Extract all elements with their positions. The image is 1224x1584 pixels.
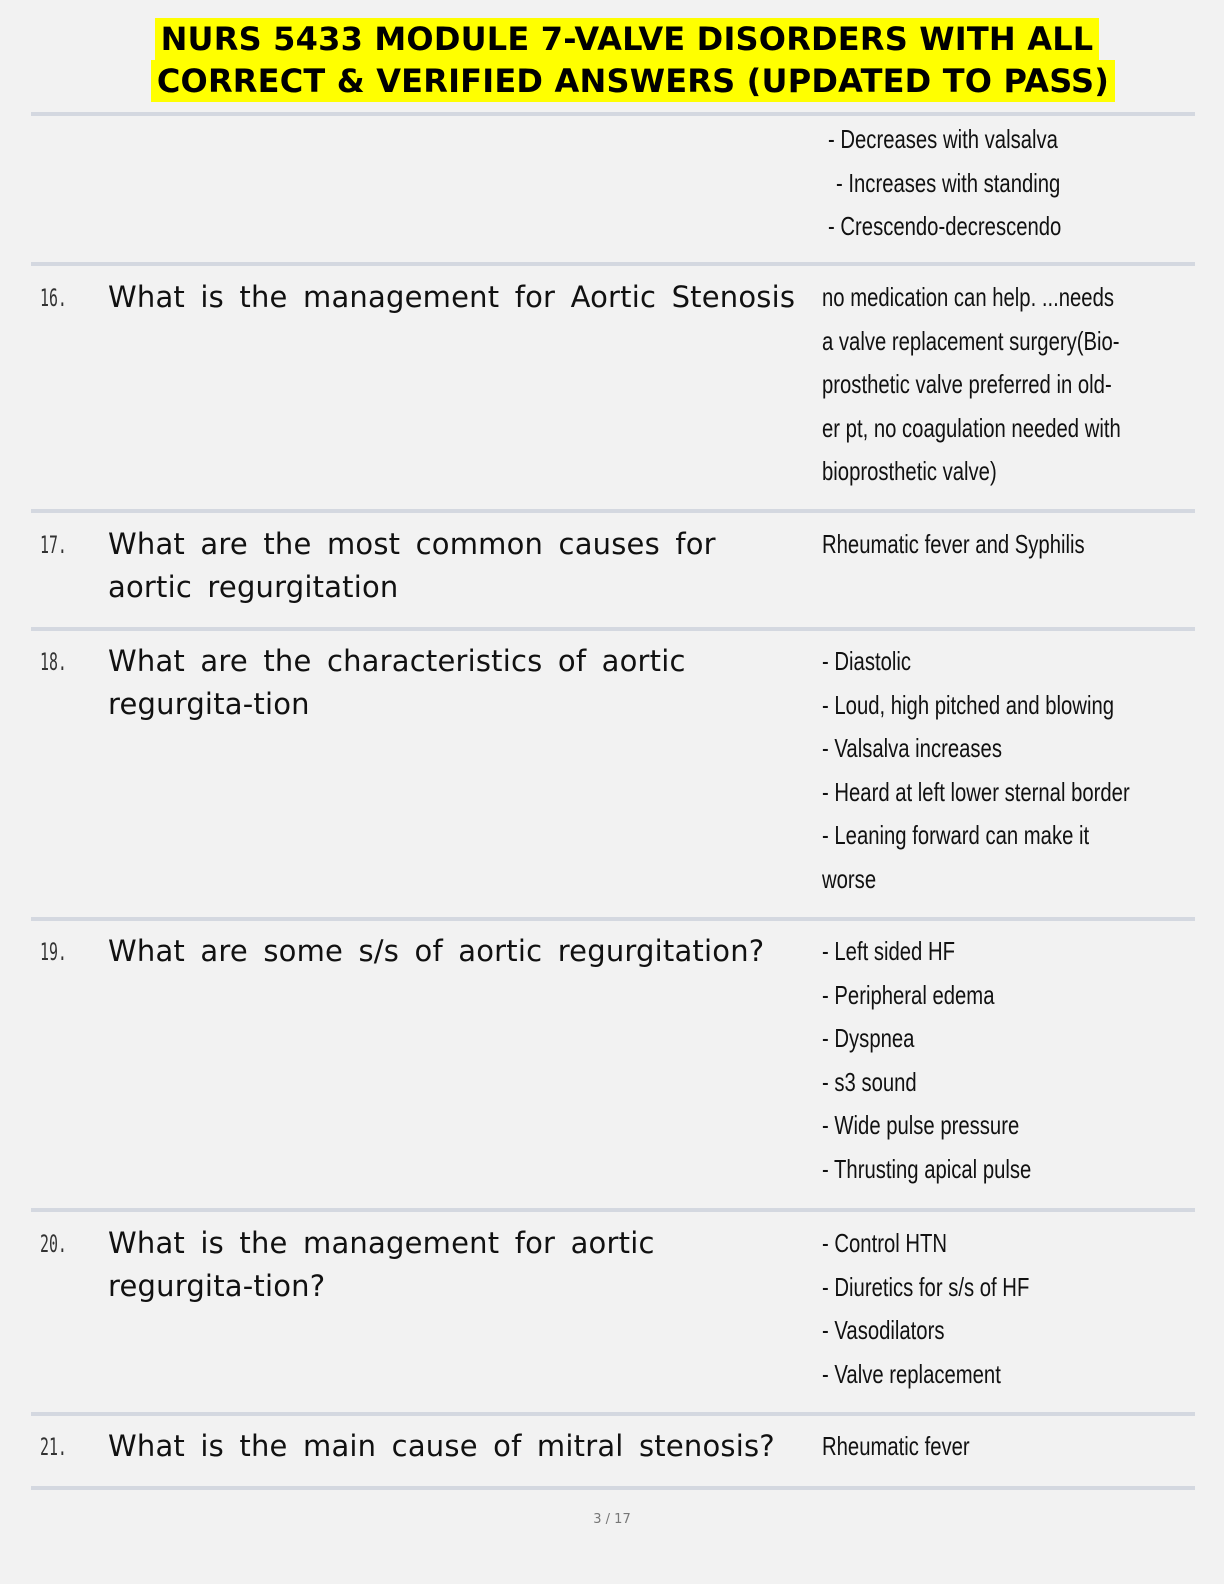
question: What is the main cause of mitral stenosis? [108,1429,775,1463]
divider [31,112,1195,116]
answer [822,640,1202,901]
divider [31,1486,1195,1490]
answer [828,118,1208,249]
answer-line: prosthetic valve preferred in old- [822,369,1112,399]
divider [31,262,1195,266]
divider [31,917,1195,921]
title-line-1: NURS 5433 MODULE 7-VALVE DISORDERS WITH ALL [155,18,1100,60]
divider [31,627,1195,631]
divider [31,1412,1195,1416]
answer-line: - Vasodilators [822,1315,945,1345]
answer-line: - Diastolic [822,646,912,676]
answer-line: bioprosthetic valve) [822,456,997,486]
answer-line: - Diuretics for s/s of HF [822,1271,1030,1302]
answer-line: - Wide pulse pressure [822,1110,1020,1140]
answer-line: - Valve replacement [822,1358,1001,1389]
answer-line: a valve replacement surgery(Bio- [822,325,1120,356]
answer-line: no medication can help. ...needs [822,282,1115,312]
answer-line: - Loud, high pitched and blowing [822,689,1115,720]
title-line-2: CORRECT & VERIFIED ANSWERS (UPDATED TO PASS) [151,60,1115,102]
answer-line: - Leaning forward can make it [822,820,1090,850]
answer-line: - Valsalva increases [822,733,1002,763]
document-title [128,18,1138,102]
item-number: 21. [40,1433,67,1461]
answer-line: worse [822,863,877,894]
answer-line: - Control HTN [822,1228,948,1258]
question: What is the management for Aortic Stenosis [108,280,796,314]
answer [822,1222,1202,1396]
item-number: 20. [40,1230,67,1258]
page-indicator: 3 / 17 [593,1512,631,1527]
question: What is the management for aortic regurgita-tion? [108,1226,655,1303]
answer-line: - Left sided HF [822,936,956,966]
answer-line: - Decreases with valsalva [828,124,1058,154]
answer-line: - Heard at left lower sternal border [822,776,1130,807]
answer [822,1425,1202,1469]
answer-line: er pt, no coagulation needed with [822,412,1121,443]
question: What are the characteristics of aortic regurgita-tion [108,644,686,721]
item-number: 17. [40,531,67,559]
question: What are some s/s of aortic regurgitation? [108,934,765,968]
answer-line: Rheumatic fever [822,1431,970,1461]
question: What are the most common causes for aortic regurgitation [108,527,716,604]
answer-line: - Crescendo-decrescendo [828,211,1062,241]
answer-line: - Peripheral edema [822,979,995,1010]
answer [822,523,1202,567]
item-number: 16. [40,284,67,312]
answer [822,930,1202,1191]
answer-line: - Increases with standing [836,167,1061,198]
item-number: 18. [40,648,67,676]
answer-line: - Thrusting apical pulse [822,1153,1032,1184]
divider [31,1208,1195,1212]
item-number: 19. [40,938,67,966]
answer-line: - s3 sound [822,1066,917,1097]
answer-line: Rheumatic fever and Syphilis [822,529,1085,559]
divider [31,509,1195,513]
answer-line: - Dyspnea [822,1023,915,1053]
answer [822,276,1202,494]
